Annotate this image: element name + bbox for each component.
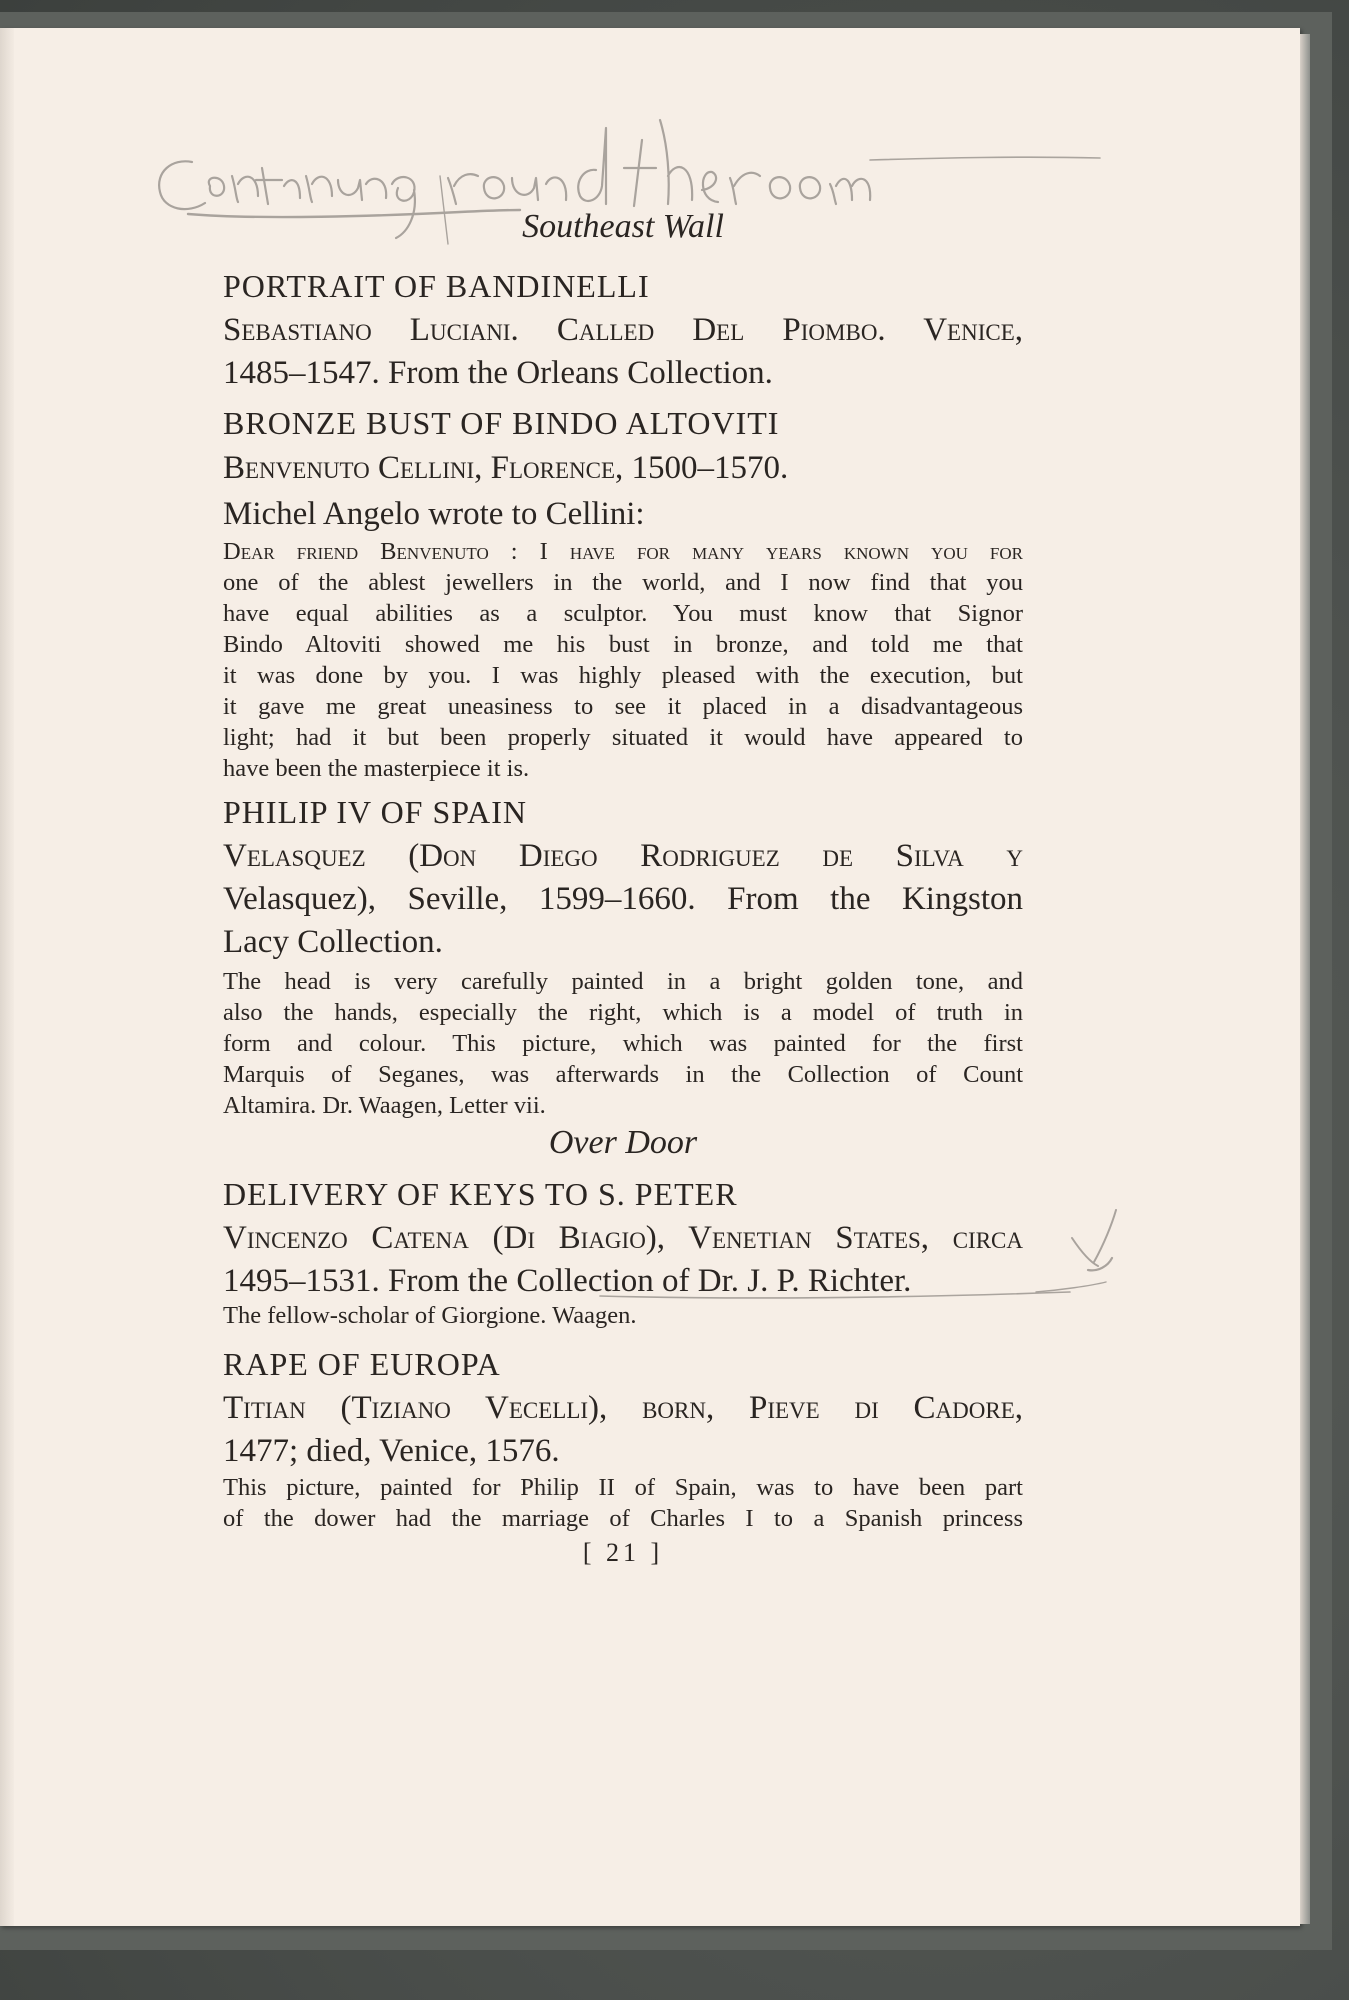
entry-attribution: Velasquez), Seville, 1599–1660. From the Kingston [223, 881, 1023, 917]
entry-attribution: Lacy Collection. [223, 924, 443, 960]
entry-attribution: Benvenuto Cellini, Florence, 1500–1570. [223, 450, 789, 486]
note-line: This picture, painted for Philip II of Spain, was to have been part [223, 1474, 1023, 1501]
entry-attribution: Vincenzo Catena (Di Biagio), Venetian States, circa [223, 1220, 1023, 1256]
entry-attribution: Sebastiano Luciani. Called Del Piombo. Venice, [223, 312, 1023, 348]
note-line: of the dower had the marriage of Charles I to a Spanish princess [223, 1505, 1023, 1532]
note-line: light; had it but been properly situated it would have appeared to [223, 724, 1023, 751]
entry-attribution: Velasquez (Don Diego Rodriguez de Silva y [223, 838, 1023, 874]
note-line: form and colour. This picture, which was painted for the first [223, 1030, 1023, 1057]
note-line: have been the masterpiece it is. [223, 755, 530, 782]
entry-attribution: 1485–1547. From the Orleans Collection. [223, 355, 773, 391]
note-line: Altamira. Dr. Waagen, Letter vii. [223, 1092, 546, 1119]
note-line: Bindo Altoviti showed me his bust in bronze, and told me that [223, 631, 1023, 658]
entry-attribution: Michel Angelo wrote to Cellini: [223, 496, 645, 532]
note-line: one of the ablest jewellers in the world, and I now find that you [223, 569, 1023, 596]
entry-title: BRONZE BUST OF BINDO ALTOVITI [223, 405, 780, 441]
page-number: [ 21 ] [582, 1538, 664, 1567]
subsection-heading: Over Door [548, 1124, 698, 1161]
entry-attribution: Titian (Tiziano Vecelli), born, Pieve di Cadore, [223, 1390, 1023, 1426]
entry-title: RAPE OF EUROPA [223, 1346, 501, 1382]
note-line: also the hands, especially the right, which is a model of truth in [223, 999, 1023, 1026]
page-edge [1300, 34, 1310, 1924]
gutter-shadow [0, 28, 14, 1926]
section-heading: Southeast Wall [522, 208, 724, 245]
entry-title: PORTRAIT OF BANDINELLI [223, 268, 650, 304]
note-line: have equal abilities as a sculptor. You must know that Signor [223, 600, 1023, 627]
entry-title: DELIVERY OF KEYS TO S. PETER [223, 1176, 738, 1212]
entry-attribution: 1477; died, Venice, 1576. [223, 1433, 560, 1469]
note-line: it gave me great uneasiness to see it placed in a disadvantageous [223, 693, 1023, 720]
note-line: The fellow-scholar of Giorgione. Waagen. [223, 1302, 637, 1329]
entry-attribution: 1495–1531. From the Collection of Dr. J. P. Richter. [223, 1263, 912, 1299]
note-line: it was done by you. I was highly pleased with the execution, but [223, 662, 1023, 689]
entry-title: PHILIP IV OF SPAIN [223, 794, 527, 830]
note-line: Dear friend Benvenuto : I have for many years known you for [223, 538, 1023, 565]
note-line: Marquis of Seganes, was afterwards in the Collection of Count [223, 1061, 1023, 1088]
note-line: The head is very carefully painted in a bright golden tone, and [223, 968, 1023, 995]
